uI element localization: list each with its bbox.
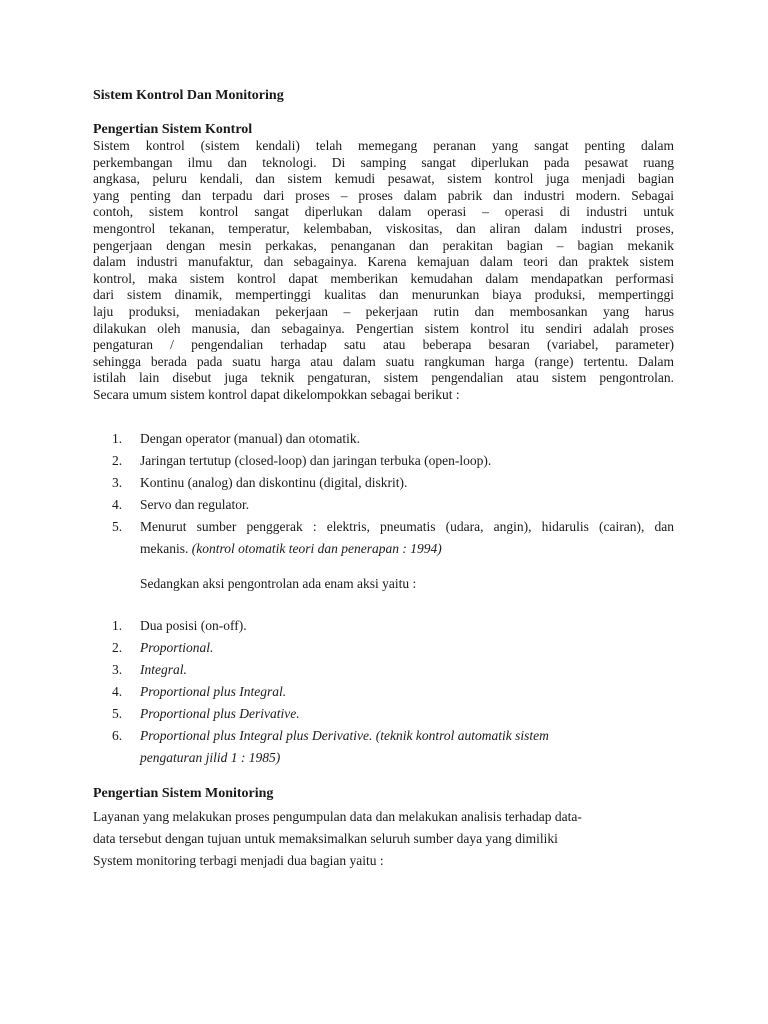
citation: (kontrol otomatik teori dan penerapan : 1994) — [191, 541, 442, 556]
list-number: 3. — [112, 662, 123, 677]
paragraph-monitoring — [93, 806, 674, 872]
list-number: 3. — [112, 475, 123, 490]
list-number: 1. — [112, 618, 123, 633]
paragraph-line: contoh, sistem kontrol sangat diperlukan dalam operasi – operasi di industri untuk — [93, 204, 674, 220]
list-item — [112, 681, 674, 703]
list-item-text: Kontinu (analog) dan diskontinu (digital, diskrit). — [140, 475, 408, 490]
aside-text: Sedangkan aksi pengontrolan ada enam aksi yaitu : — [140, 576, 417, 591]
list-item — [112, 725, 674, 769]
paragraph-line: pengerjaan dengan mesin perkakas, penanganan dan perakitan bagian – bagian mekanik — [93, 237, 674, 253]
paragraph-line: laju produksi, meniadakan pekerjaan – pekerjaan rutin dan membosankan yang harus — [93, 303, 674, 319]
list-item — [112, 450, 674, 472]
paragraph-line: perkembangan ilmu dan teknologi. Di samping sangat diperlukan pada pesawat ruang — [93, 154, 674, 170]
list-item-text: Proportional. — [140, 640, 214, 655]
list-item-text: Proportional plus Integral plus Derivative. — [140, 728, 373, 743]
paragraph-line: istilah lain disebut juga teknik pengaturan, sistem pengendalian atau sistem pengontrolan. — [93, 370, 674, 386]
list-item — [112, 494, 674, 516]
list-number: 6. — [112, 728, 123, 743]
paragraph-line: Sistem kontrol (sistem kendali) telah memegang peranan yang sangat penting dalam — [93, 138, 674, 153]
list-number: 5. — [112, 706, 123, 721]
citation: (teknik kontrol automatik sistem — [375, 728, 549, 743]
list-item-text: Dengan operator (manual) dan otomatik. — [140, 431, 361, 446]
citation: pengaturan jilid 1 : 1985) — [140, 750, 281, 765]
paragraph-line: kontrol, maka sistem kontrol dapat memberikan kemudahan dalam mendapatkan performasi — [93, 270, 674, 286]
list-number: 4. — [112, 684, 123, 699]
list-item-text: Integral. — [140, 662, 187, 677]
list-item — [112, 516, 674, 560]
paragraph-line: Layanan yang melakukan proses pengumpulan data dan melakukan analisis terhadap data- — [93, 809, 582, 824]
section-heading-kontrol: Pengertian Sistem Kontrol — [93, 122, 253, 137]
list-item — [112, 703, 674, 725]
list-item-text: Proportional plus Integral. — [140, 684, 287, 699]
paragraph-line: dilakukan oleh manusia, dan sebagainya. Pengertian sistem kontrol itu sendiri adalah proses — [93, 320, 674, 336]
list-item-text: Jaringan tertutup (closed-loop) dan jaringan terbuka (open-loop). — [140, 453, 492, 468]
list-item-text: Servo dan regulator. — [140, 497, 250, 512]
paragraph-line: mengontrol tekanan, temperatur, kelembaban, viskositas, dan aliran dalam industri proses, — [93, 220, 674, 236]
list-item — [112, 472, 674, 494]
list-item-continuation — [140, 538, 674, 560]
list-number: 2. — [112, 640, 123, 655]
list-item — [112, 637, 674, 659]
document-title: Sistem Kontrol Dan Monitoring — [93, 88, 284, 103]
paragraph-line: yang penting dan terpadu dari proses – proses dalam pabrik dan industri modern. Sebagai — [93, 187, 674, 203]
paragraph-line: dalam industri manufaktur, dan sebagainya. Karena kemajuan dalam teori dan praktek sistem — [93, 254, 674, 270]
list-item-text: Dua posisi (on-off). — [140, 618, 247, 633]
list-number: 2. — [112, 453, 123, 468]
list-item-text: mekanis. — [140, 541, 189, 556]
list-item — [112, 615, 674, 637]
paragraph-line: sehingga berada pada suatu harga atau dalam suatu rangkuman harga (range) tertentu. Dalam — [93, 353, 674, 369]
control-actions-list — [112, 615, 674, 769]
paragraph-line: angkasa, peluru kendali, dan sistem kemudi pesawat, sistem kontrol juga menjadi bagian — [93, 171, 674, 187]
paragraph-line: data tersebut dengan tujuan untuk memaksimalkan seluruh sumber daya yang dimiliki — [93, 831, 558, 846]
classification-list — [112, 428, 674, 560]
paragraph-line: dari sistem dinamik, mempertinggi kualitas dan menurunkan biaya produksi, mempertinggi — [93, 287, 674, 303]
paragraph-kontrol — [93, 138, 674, 404]
paragraph-line: pengaturan / pengendalian terhadap satu atau beberapa besaran (variabel, parameter) — [93, 337, 674, 353]
list-number: 4. — [112, 497, 123, 512]
paragraph-line: System monitoring terbagi menjadi dua bagian yaitu : — [93, 853, 384, 868]
list-number: 5. — [112, 519, 123, 534]
section-heading-monitoring: Pengertian Sistem Monitoring — [93, 786, 274, 801]
list-item-text: Proportional plus Derivative. — [140, 706, 300, 721]
list-item-line — [140, 725, 674, 747]
paragraph-line: Secara umum sistem kontrol dapat dikelompokkan sebagai berikut : — [93, 386, 460, 402]
list-item-text: Menurut sumber penggerak : elektris, pneumatis (udara, angin), hidarulis (cairan), dan — [140, 519, 674, 534]
list-item — [112, 659, 674, 681]
list-number: 1. — [112, 431, 123, 446]
list-item — [112, 428, 674, 450]
